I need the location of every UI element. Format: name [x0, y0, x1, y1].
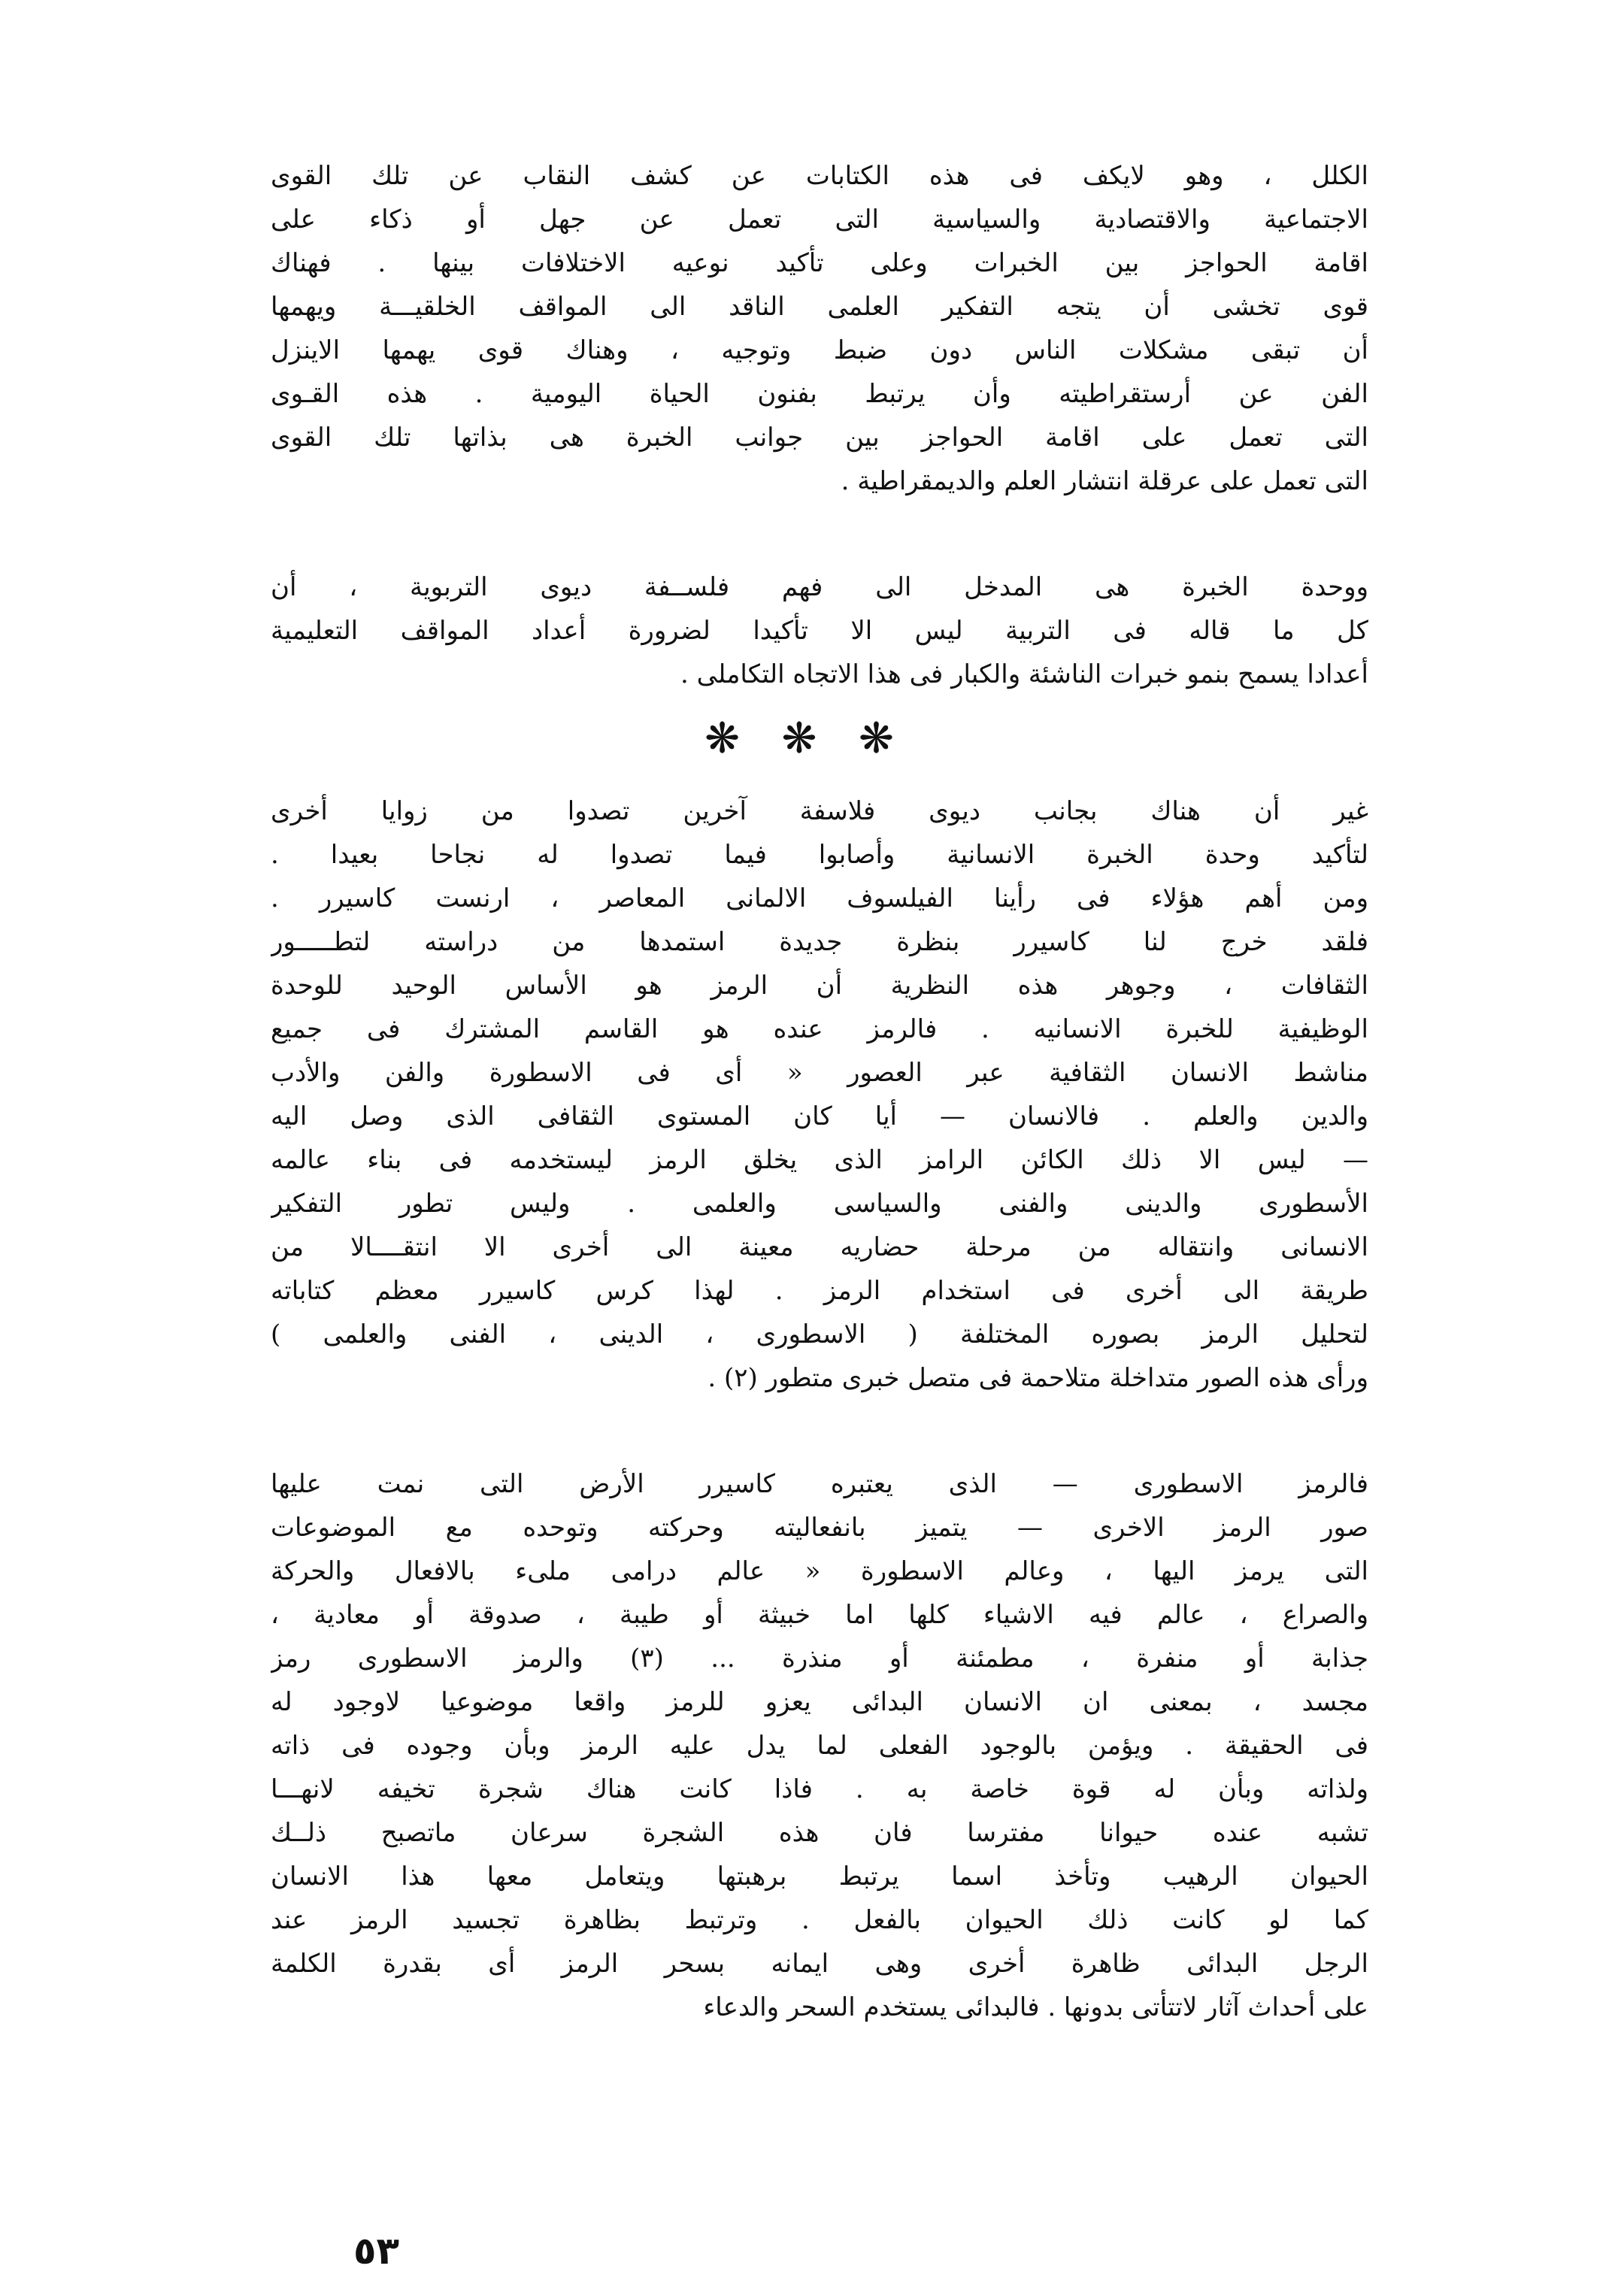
- text-line: ورأى هذه الصور متداخلة متلاحمة فى متصل خبرى متطور (٢) .: [708, 1363, 1368, 1393]
- text-line: فى الحقيقة . ويؤمن بالوجود الفعلى لما يدل عليه الرمز وبأن وجوده فى ذاته: [271, 1731, 1368, 1761]
- text-line: اقامة الحواجز بين الخبرات وعلى تأكيد نوعيه الاختلافات بينها . فهناك: [271, 248, 1368, 278]
- text-line: فالرمز الاسطورى — الذى يعتبره كاسيرر الأرض التى نمت عليها: [271, 1469, 1368, 1499]
- text-line: كما لو كانت ذلك الحيوان بالفعل . وترتبط بظاهرة تجسيد الرمز عند: [271, 1905, 1368, 1935]
- text-line: لتأكيد وحدة الخبرة الانسانية وأصابوا فيما تصدوا له نجاحا بعيدا .: [271, 840, 1368, 870]
- text-line: الرجل البدائى ظاهرة أخرى وهى ايمانه بسحر الرمز أى بقدرة الكلمة: [271, 1949, 1368, 1979]
- paragraph-3: [271, 789, 1368, 1400]
- paragraph-2: [271, 565, 1368, 696]
- page-number: ٥٣: [353, 2229, 400, 2273]
- text-line: الوظيفية للخبرة الانسانيه . فالرمز عنده هو القاسم المشترك فى جميع: [271, 1014, 1368, 1044]
- text-line: طريقة الى أخرى فى استخدام الرمز . لهذا كرس كاسيرر معظم كتاباته: [271, 1276, 1368, 1306]
- text-line: التى تعمل على اقامة الحواجز بين جوانب الخبرة هى بذاتها تلك القوى: [271, 423, 1368, 453]
- text-line: الانسانى وانتقاله من مرحلة حضاريه معينة الى أخرى الا انتقــــالا من: [271, 1232, 1368, 1262]
- text-line: الفن عن أرستقراطيته وأن يرتبط بفنون الحياة اليومية . هذه القـوى: [271, 379, 1368, 409]
- text-line: أن تبقى مشكلات الناس دون ضبط وتوجيه ، وهناك قوى يهمها الاينزل: [271, 335, 1368, 365]
- text-line: أعدادا يسمح بنمو خبرات الناشئة والكبار فى هذا الاتجاه التكاملى .: [680, 659, 1368, 689]
- text-line: الكلل ، وهو لايكف فى هذه الكتابات عن كشف النقاب عن تلك القوى: [271, 161, 1368, 191]
- text-line: والصراع ، عالم فيه الاشياء كلها اما خبيثة أو طيبة ، صدوقة أو معادية ،: [271, 1600, 1368, 1630]
- paragraph-1: [271, 154, 1368, 503]
- text-line: ووحدة الخبرة هى المدخل الى فهم فلســفة ديوى التربوية ، أن: [271, 572, 1368, 602]
- text-line: مجسد ، بمعنى ان الانسان البدائى يعزو للرمز واقعا موضوعيا لاوجود له: [271, 1687, 1368, 1717]
- text-line: ومن أهم هؤلاء فى رأينا الفيلسوف الالمانى المعاصر ، ارنست كاسيرر .: [271, 883, 1368, 913]
- text-line: التى تعمل على عرقلة انتشار العلم والديمقراطية .: [841, 466, 1368, 496]
- section-divider: ❋ ❋ ❋: [704, 714, 908, 763]
- text-line: التى يرمز اليها ، وعالم الاسطورة « عالم درامى ملىء بالافعال والحركة: [271, 1556, 1368, 1586]
- text-line: على أحداث آثار لاتتأتى بدونها . فالبدائى يستخدم السحر والدعاء: [703, 1992, 1368, 2022]
- text-line: لتحليل الرمز بصوره المختلفة ( الاسطورى ، الدينى ، الفنى والعلمى ): [271, 1319, 1368, 1349]
- text-line: تشبه عنده حيوانا مفترسا فان هذه الشجرة سرعان ماتصبح ذلــك: [271, 1818, 1368, 1848]
- text-line: — ليس الا ذلك الكائن الرامز الذى يخلق الرمز ليستخدمه فى بناء عالمه: [271, 1145, 1368, 1175]
- text-line: الثقافات ، وجوهر هذه النظرية أن الرمز هو الأساس الوحيد للوحدة: [271, 971, 1368, 1001]
- text-line: والدين والعلم . فالانسان — أيا كان المستوى الثقافى الذى وصل اليه: [271, 1101, 1368, 1131]
- text-line: الحيوان الرهيب وتأخذ اسما يرتبط برهبتها ويتعامل معها هذا الانسان: [271, 1861, 1368, 1892]
- text-line: غير أن هناك بجانب ديوى فلاسفة آخرين تصدوا من زوايا أخرى: [271, 796, 1368, 826]
- text-line: صور الرمز الاخرى — يتميز بانفعاليته وحركته وتوحده مع الموضوعات: [271, 1513, 1368, 1543]
- text-line: جذابة أو منفرة ، مطمئنة أو منذرة ... (٣) والرمز الاسطورى رمز: [271, 1643, 1368, 1674]
- text-line: الاجتماعية والاقتصادية والسياسية التى تعمل عن جهل أو ذكاء على: [271, 204, 1368, 235]
- text-line: كل ما قاله فى التربية ليس الا تأكيدا لضرورة أعداد المواقف التعليمية: [271, 616, 1368, 646]
- text-line: قوى تخشى أن يتجه التفكير العلمى الناقد الى المواقف الخلقيـــة ويهمها: [271, 292, 1368, 322]
- text-line: الأسطورى والدينى والفنى والسياسى والعلمى . وليس تطور التفكير: [271, 1189, 1368, 1219]
- text-line: ولذاته وبأن له قوة خاصة به . فاذا كانت هناك شجرة تخيفه لانهـــا: [271, 1774, 1368, 1804]
- text-line: مناشط الانسان الثقافية عبر العصور « أى فى الاسطورة والفن والأدب: [271, 1058, 1368, 1088]
- paragraph-4: [271, 1462, 1368, 2029]
- text-line: فلقد خرج لنا كاسيرر بنظرة جديدة استمدها من دراسته لتطـــــور: [271, 927, 1368, 957]
